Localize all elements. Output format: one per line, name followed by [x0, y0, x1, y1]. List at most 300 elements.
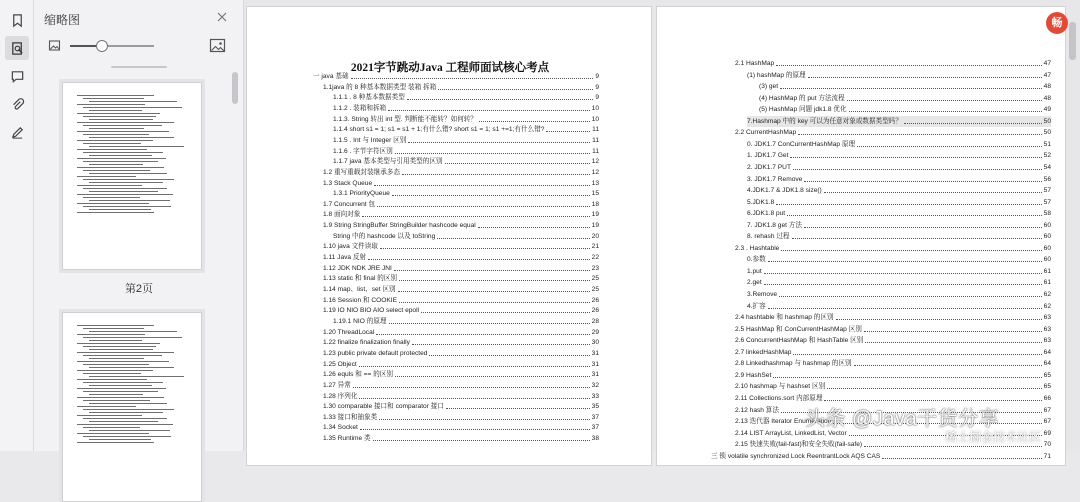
toc-entry[interactable] — [323, 348, 599, 359]
toc-entry[interactable] — [323, 209, 599, 220]
thumbnail-text-line — [89, 421, 158, 422]
toc-entry-page: 50 — [1043, 117, 1051, 125]
thumbnail-size-slider[interactable] — [70, 45, 154, 47]
watermark-sub: 稀土掘金技术社区 — [945, 430, 1042, 444]
toc-leader-dots — [380, 241, 590, 249]
toc-entry-title: 1.1.5 . Int 与 Integer 区别 — [333, 136, 407, 144]
toc-entry-title: 1.8 面向对象 — [323, 211, 361, 219]
document-page-right — [656, 6, 1066, 466]
toc-entry-title: 2.7 linkedHashMap — [735, 348, 792, 356]
toc-entry[interactable] — [747, 266, 1051, 277]
toc-leader-dots — [408, 135, 590, 143]
toc-entry-page: 66 — [1043, 394, 1051, 402]
toc-entry[interactable] — [333, 92, 599, 103]
toc-leader-dots — [398, 284, 590, 292]
toc-entry-title: 1.1java 的 8 种基本数据类型 装箱 拆箱 — [323, 83, 437, 91]
thumbnail-text-line — [89, 191, 158, 192]
toc-entry[interactable] — [747, 277, 1051, 288]
toc-entry-page: 62 — [1043, 302, 1051, 310]
thumbnail-text-line — [83, 197, 140, 198]
watermark-main: 头条 @Java干货分享 — [805, 408, 1000, 430]
thumbnail-text-line — [77, 203, 149, 204]
thumbnail-text-line — [89, 403, 167, 404]
thumbnail-text-line — [89, 200, 170, 201]
toc-entry[interactable] — [323, 422, 599, 433]
toc-entry-page: 15 — [591, 190, 599, 198]
toc-entry-page: 31 — [591, 360, 599, 368]
toc-entry[interactable] — [313, 71, 599, 82]
toc-entry-title: 7. JDK1.8 get 方法 — [747, 221, 802, 229]
toc-leader-dots — [764, 266, 1042, 274]
document-page-left — [246, 6, 652, 466]
toc-leader-dots — [824, 393, 1041, 401]
toc-entry[interactable] — [323, 359, 599, 370]
toc-entry[interactable] — [333, 316, 599, 327]
toc-entry-title: 1.22 finalize finalization finally — [323, 339, 410, 347]
toc-entry-title: 1.26 equls 和 == 的区别 — [323, 371, 394, 379]
toc-entry-page: 70 — [1043, 441, 1051, 449]
toc-entry[interactable] — [323, 199, 599, 210]
toc-entry[interactable] — [323, 284, 599, 295]
toc-entry[interactable] — [333, 231, 599, 242]
toc-entry-title: 2.12 hash 算法 — [735, 406, 779, 414]
toc-entry[interactable] — [333, 135, 599, 146]
toc-entry-page: 63 — [1043, 325, 1051, 333]
toc-entry-page: 65 — [1043, 383, 1051, 391]
toc-entry[interactable] — [323, 433, 599, 444]
thumbnail-text-line — [77, 167, 164, 168]
toc-entry[interactable] — [323, 241, 599, 252]
thumbnail-text-line — [77, 194, 173, 195]
toc-leader-dots — [359, 391, 589, 399]
thumbnail-text-line — [89, 331, 177, 332]
thumbnail-text-line — [89, 119, 153, 120]
toc-entry-page: 54 — [1043, 163, 1051, 171]
toc-entry[interactable] — [735, 127, 1051, 138]
toc-entry[interactable] — [735, 324, 1051, 335]
toc-leader-dots — [768, 254, 1042, 262]
thumbnail-text-line — [77, 212, 154, 213]
image-small-icon[interactable] — [48, 39, 61, 52]
toc-entry-page: 47 — [1043, 71, 1051, 79]
toc-entry[interactable] — [747, 162, 1051, 173]
thumbnail-text-line — [77, 122, 174, 123]
thumbnail-text-line — [89, 128, 144, 129]
thumbnail-text-line — [77, 370, 153, 371]
thumbnail-text-line — [77, 388, 166, 389]
toc-entry[interactable] — [323, 327, 599, 338]
toc-leader-dots — [773, 370, 1041, 378]
toc-entry[interactable] — [747, 208, 1051, 219]
toc-entry-title: 三 锁 volatile synchronized Lock ReentrantLock AQS CAS — [711, 452, 881, 460]
toc-entry[interactable] — [323, 337, 599, 348]
thumbnail-text-line — [83, 391, 158, 392]
toc-entry[interactable] — [323, 82, 599, 93]
toc-entry-page: 19 — [591, 211, 599, 219]
thumbnail-text-line — [83, 364, 149, 365]
toc-leader-dots — [445, 156, 590, 164]
toc-entry-title: 2.1 HashMap — [735, 60, 775, 67]
toc-entry[interactable] — [747, 70, 1051, 81]
thumbnail-content — [77, 325, 187, 445]
thumbnail-text-line — [83, 337, 182, 338]
toc-entry-page: 21 — [591, 243, 599, 251]
toc-entry[interactable] — [323, 401, 599, 412]
toc-entry[interactable] — [759, 81, 1051, 92]
toc-entry[interactable] — [735, 381, 1051, 392]
toc-entry-page: 50 — [1043, 129, 1051, 137]
toc-entry[interactable] — [735, 358, 1051, 369]
toc-entry-page: 11 — [592, 136, 599, 144]
toc-entry-page: 22 — [591, 254, 599, 262]
toc-entry[interactable] — [747, 150, 1051, 161]
bookmark-icon[interactable] — [5, 8, 29, 32]
thumbnail-text-line — [83, 143, 141, 144]
toc-leader-dots — [421, 305, 590, 313]
toc-entry-page: 67 — [1043, 418, 1051, 426]
toc-leader-dots — [446, 401, 590, 409]
toc-leader-dots — [764, 277, 1042, 285]
toc-entry[interactable] — [323, 412, 599, 423]
thumbnail-text-line — [89, 146, 184, 147]
toc-entry-page: 10 — [591, 115, 599, 123]
toc-entry[interactable] — [735, 312, 1051, 323]
thumbnail-text-line — [89, 164, 143, 165]
thumbnail-text-line — [83, 107, 182, 108]
toc-entry-title: 2.5 HashMap 和 ConCurrentHashMap 区别 — [735, 325, 862, 333]
toc-entry-page: 67 — [1043, 406, 1051, 414]
toc-leader-dots — [776, 197, 1042, 205]
signature-icon[interactable] — [5, 120, 29, 144]
toc-leader-dots — [854, 358, 1042, 366]
toc-leader-dots — [368, 252, 590, 260]
thumbnail-text-line — [83, 125, 162, 126]
toc-leader-dots — [360, 422, 590, 430]
toc-leader-dots — [389, 316, 590, 324]
toc-entry-page: 31 — [591, 371, 599, 379]
close-icon[interactable] — [215, 10, 229, 24]
toc-entry-title: 2.13 迭代器 Iterator Enumeration — [735, 418, 832, 426]
panel-title: 缩略图 — [44, 13, 81, 27]
thumbnail-text-line — [77, 361, 169, 362]
toc-entry[interactable] — [323, 252, 599, 263]
toc-entry[interactable] — [735, 370, 1051, 381]
toc-leader-dots — [373, 433, 590, 441]
toc-entry-title: 4.扩容 — [747, 302, 766, 310]
toc-entry-page: 60 — [1043, 244, 1051, 252]
toc-entry-page: 10 — [591, 104, 599, 112]
toc-entry-page: 9 — [595, 73, 599, 80]
toc-entry-title: 2.3 . Hashtable — [735, 244, 780, 252]
toc-entry-title: 1.19 IO NIO BIO AIO select epoll — [323, 307, 420, 315]
toc-leader-dots — [395, 146, 590, 154]
toc-entry[interactable] — [333, 156, 599, 167]
toc-entry-title: 1.10 java 文件读取 — [323, 243, 378, 251]
toc-leader-dots — [779, 289, 1042, 297]
toc-entry-page: 23 — [591, 264, 599, 272]
toc-entry-page: 25 — [591, 275, 599, 283]
document-view[interactable] — [244, 0, 1080, 460]
toc-entry-title: 1.1.1 . 8 种基本数据类型 — [333, 94, 405, 102]
toc-entry[interactable] — [333, 146, 599, 157]
toc-entry-page: 48 — [1043, 83, 1051, 91]
toc-entry-title: 1.14 map、list、set 区别 — [323, 286, 396, 293]
thumbnail-text-line — [83, 179, 174, 180]
toc-entry-page: 63 — [1043, 337, 1051, 345]
toc-leader-dots — [437, 231, 589, 239]
toc-entry-title: 5.JDK1.8 — [747, 198, 775, 206]
attachment-icon[interactable] — [5, 92, 29, 116]
toc-leader-dots — [836, 312, 1042, 320]
toc-entry-page: 11 — [592, 147, 599, 155]
thumbnail-text-line — [77, 343, 160, 344]
toc-entry[interactable] — [333, 103, 599, 114]
toc-leader-dots — [438, 82, 593, 90]
toc-leader-dots — [798, 127, 1041, 135]
thumbnail-content — [77, 95, 187, 215]
thumbnail-text-line — [89, 155, 152, 156]
thumbnail-text-line — [77, 149, 147, 150]
thumbnail-text-line — [77, 104, 145, 105]
toc-leader-dots — [904, 116, 1042, 124]
toc-leader-dots — [849, 104, 1042, 112]
toc-entry-title: (3) get — [759, 83, 779, 91]
toc-entry-title: 1.34 Socket — [323, 424, 358, 432]
toc-leader-dots — [399, 273, 590, 281]
page-thumbnail-icon[interactable] — [5, 36, 29, 60]
toc-leader-dots — [359, 359, 590, 367]
toc-entry-page: 32 — [591, 381, 599, 389]
toc-leader-dots — [827, 381, 1041, 389]
toc-entry-title: 2.6 ConcurrentHashMap 和 HashTable 区别 — [735, 337, 864, 345]
toc-entry[interactable] — [747, 116, 1051, 127]
toc-entry[interactable] — [323, 273, 599, 284]
thumbnail-text-line — [83, 436, 171, 437]
toc-entry[interactable] — [747, 301, 1051, 312]
toc-entry[interactable] — [747, 174, 1051, 185]
toc-entry-page: 12 — [591, 168, 599, 176]
left-toolbar — [0, 0, 34, 451]
toc-leader-dots — [847, 93, 1042, 101]
toc-entry-title: 1.16 Session 和 COOKIE — [323, 296, 398, 304]
toc-entry-page: 52 — [1043, 152, 1051, 160]
thumbnail-text-line — [83, 98, 144, 99]
thumbnail-text-line — [77, 325, 154, 326]
toc-entry-title: 1.9 String StringBuffer StringBuilder hashcode equal — [323, 222, 476, 230]
toc-leader-dots — [793, 162, 1042, 170]
toc-entry[interactable] — [747, 139, 1051, 150]
thumbnail-text-line — [77, 424, 173, 425]
thumbnail-page-2[interactable] — [62, 82, 202, 270]
toc-entry-page: 20 — [591, 232, 599, 240]
image-large-icon[interactable] — [209, 37, 226, 54]
toc-entry-title: 1.1.7 java 基本类型与引用类型的区别 — [333, 158, 443, 166]
toc-entry-title: 1.1.4 short s1 = 1; s1 = s1 + 1;有什么错? short s1 = 1; s1 +=1;有什么错? — [333, 126, 545, 134]
toc-entry[interactable] — [323, 263, 599, 274]
toc-entry-title: 1.27 异常 — [323, 381, 351, 389]
toc-entry[interactable] — [333, 188, 599, 199]
toc-entry-title: 2.14 LIST ArrayList, LinkedList, Vector — [735, 429, 847, 437]
toc-leader-dots — [479, 114, 590, 122]
document-scrollbar[interactable] — [1069, 22, 1076, 60]
toc-entry-title: 1.23 public private default protected — [323, 349, 428, 357]
toc-entry[interactable] — [759, 93, 1051, 104]
toc-entry[interactable] — [323, 178, 599, 189]
thumbnail-text-line — [77, 158, 166, 159]
toc-entry[interactable] — [747, 220, 1051, 231]
toc-leader-dots — [804, 220, 1042, 228]
toc-entry[interactable] — [747, 185, 1051, 196]
toc-leader-dots — [402, 167, 590, 175]
thumbnail-text-line — [83, 328, 144, 329]
toc-entry-title: 1.3.1 PriorityQueue — [333, 190, 390, 198]
toc-entry-title: 7.Hashmap 中的 key 可以为任意对象或数据类型吗？ — [747, 117, 902, 125]
toc-entry-page: 60 — [1043, 221, 1051, 229]
toc-leader-dots — [864, 324, 1042, 332]
toc-entry-title: 1.35 Runtime 类 — [323, 435, 371, 443]
toc-entry-page: 37 — [591, 413, 599, 421]
toc-leader-dots — [865, 335, 1041, 343]
toc-entry[interactable] — [333, 114, 599, 125]
toc-entry[interactable] — [747, 197, 1051, 208]
toc-entry-page: 60 — [1043, 233, 1051, 241]
thumbnail-text-line — [83, 188, 167, 189]
toc-leader-dots — [776, 58, 1041, 66]
toc-entry-title: 2.get — [747, 279, 762, 287]
toc-entry-page: 33 — [591, 392, 599, 400]
toc-entry[interactable] — [735, 335, 1051, 346]
toc-entry-title: 1.30 comparable 接口和 comparator 接口 — [323, 403, 444, 411]
toc-leader-dots — [781, 243, 1041, 251]
toc-entry-title: 2.2 CurrentHashMap — [735, 129, 797, 137]
toc-entry-title: 3.Remove — [747, 291, 778, 298]
toc-entry[interactable] — [323, 369, 599, 380]
toc-entry-title: 1.28 序列化 — [323, 392, 358, 400]
toc-entry[interactable] — [747, 289, 1051, 300]
toc-leader-dots — [808, 70, 1042, 78]
thumbnail-text-line — [83, 170, 150, 171]
toc-entry[interactable] — [323, 391, 599, 402]
toc-leader-dots — [412, 337, 590, 345]
toc-entry-page: 64 — [1043, 360, 1051, 368]
thumbnail-text-line — [83, 346, 156, 347]
thumbnail-text-line — [89, 110, 142, 111]
thumbnail-text-line — [77, 176, 136, 177]
toc-entry-page: 38 — [591, 435, 599, 443]
toc-entry[interactable] — [747, 231, 1051, 242]
toc-leader-dots — [407, 92, 594, 100]
thumbnail-text-line — [83, 206, 171, 207]
thumbnail-text-line — [89, 376, 184, 377]
thumbnail-text-line — [83, 382, 163, 383]
thumbnail-scrollbar[interactable] — [232, 72, 238, 104]
toc-entry[interactable] — [735, 58, 1051, 69]
toc-entry-title: 1.1.6 . 字节字符区别 — [333, 147, 393, 155]
toc-entry[interactable] — [323, 167, 599, 178]
toc-leader-dots — [824, 185, 1042, 193]
toc-entry[interactable] — [333, 124, 599, 135]
thumbnail-panel — [34, 0, 244, 451]
thumbnail-text-line — [89, 367, 174, 368]
slider-handle[interactable] — [96, 40, 108, 52]
toc-entry-page: 28 — [591, 317, 599, 325]
toc-entry[interactable] — [735, 347, 1051, 358]
toc-entry-title: 1.2 重写重载封装继承多态 — [323, 168, 400, 176]
toc-leader-dots — [374, 178, 590, 186]
toc-entry-title: 1.13 static 和 final 的区别 — [323, 275, 398, 283]
thumbnail-text-line — [83, 427, 140, 428]
toc-entry-page: 25 — [591, 286, 599, 293]
toc-entry-title: 1.3 Stack Queue — [323, 179, 373, 187]
toc-entry[interactable] — [759, 104, 1051, 115]
toc-leader-dots — [787, 208, 1042, 216]
toc-entry-title: 一 java 基础 — [313, 73, 349, 80]
thumbnail-text-line — [83, 134, 149, 135]
toc-leader-dots — [768, 301, 1042, 309]
thumbnail-page-3[interactable] — [62, 312, 202, 502]
toc-entry-page: 19 — [591, 222, 599, 230]
toc-entry[interactable] — [711, 451, 1051, 462]
thumbnail-text-line — [77, 113, 160, 114]
toc-entry-page: 57 — [1043, 187, 1051, 195]
thumbnail-text-line — [83, 409, 174, 410]
thumbnail-text-line — [77, 406, 136, 407]
thumbnail-text-line — [77, 140, 153, 141]
thumbnail-text-line — [77, 433, 149, 434]
toc-entry[interactable] — [747, 254, 1051, 265]
toc-leader-dots — [780, 81, 1042, 89]
app-logo-badge: 畅 — [1046, 12, 1068, 34]
toc-leader-dots — [793, 347, 1041, 355]
thumbnail-text-line — [77, 442, 154, 443]
thumbnail-text-line — [77, 185, 142, 186]
toc-leader-dots — [379, 412, 589, 420]
panel-divider — [111, 66, 167, 68]
toc-entry-page: 64 — [1043, 348, 1051, 356]
toc-leader-dots — [882, 451, 1041, 459]
toc-entry[interactable] — [735, 243, 1051, 254]
toc-leader-dots — [804, 174, 1041, 182]
toc-leader-dots — [351, 71, 594, 79]
thumbnail-text-line — [77, 352, 174, 353]
toc-entry-title: 2.4 hashtable 和 hashmap 的区别 — [735, 314, 834, 322]
thumbnail-zoom-control — [34, 34, 244, 58]
toc-leader-dots — [792, 231, 1042, 239]
toc-entry-title: 4.JDK1.7 & JDK1.8 size() — [747, 187, 822, 195]
toc-leader-dots — [392, 188, 590, 196]
toc-entry[interactable] — [323, 220, 599, 231]
toc-leader-dots — [790, 150, 1041, 158]
toc-entry-page: 12 — [591, 158, 599, 166]
toc-entry-title: 1.1.3. String 转出 int 型. 判断能不能转？如何转？ — [333, 115, 477, 123]
toc-entry-page: 26 — [591, 296, 599, 304]
comment-icon[interactable] — [5, 64, 29, 88]
thumbnail-text-line — [89, 209, 151, 210]
toc-entry-page: 9 — [595, 94, 599, 102]
thumbnail-label-page-2: 第2页 — [124, 283, 154, 295]
toc-entry[interactable] — [323, 380, 599, 391]
toc-entry-title: 6.JDK1.8 put — [747, 210, 786, 218]
toc-entry-title: 2. JDK1.7 PUT — [747, 163, 791, 171]
toc-entry[interactable] — [323, 305, 599, 316]
toc-entry-title: 1.put — [747, 267, 762, 275]
toc-leader-dots — [362, 209, 589, 217]
toc-leader-dots — [429, 348, 589, 356]
toc-entry[interactable] — [323, 295, 599, 306]
thumbnail-text-line — [89, 340, 142, 341]
thumbnail-text-line — [89, 358, 144, 359]
toc-leader-dots — [395, 369, 590, 377]
